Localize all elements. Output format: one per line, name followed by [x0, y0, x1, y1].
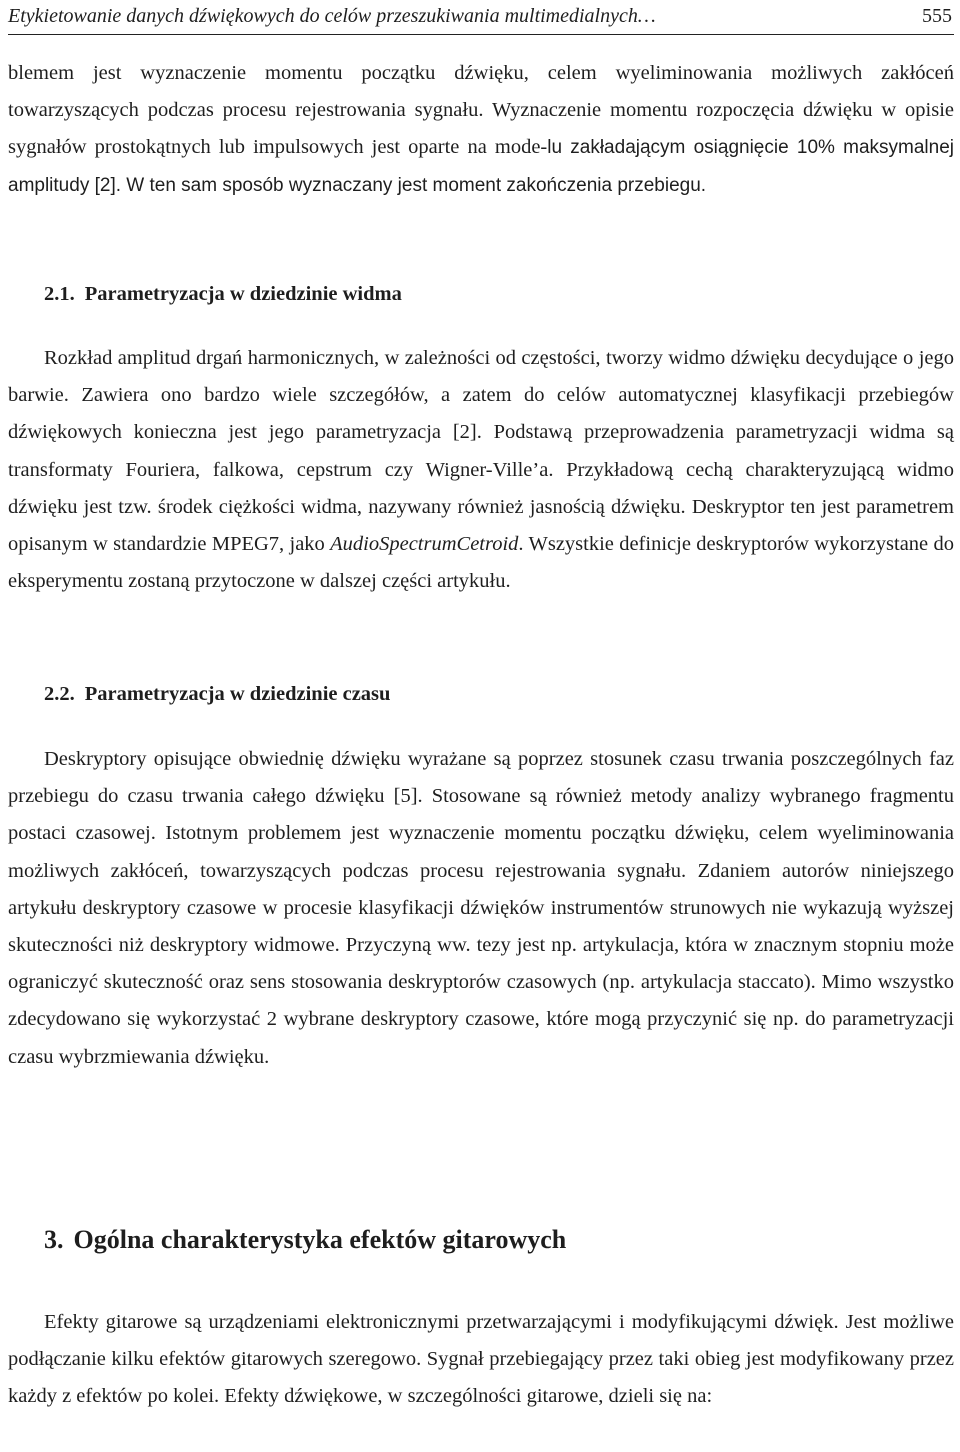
section-title: Parametryzacja w dziedzinie widma: [84, 283, 402, 305]
section-title: Ogólna charakterystyka efektów gitarowych: [73, 1225, 567, 1254]
paragraph-guitar-effects: Efekty gitarowe są urządzeniami elektronicznymi przetwarzającymi i modyfikującymi dźwięk. Jest możliwe podłączanie kilku efektów gitarowych szeregowo. Sygnał przebiegający przez taki obieg jest modyfikowany przez każdy z efektów po kolei. Efekty dźwiękowe, w szczególności gitarowe, dzieli się na:: [8, 1311, 954, 1408]
section-number: 2.1.: [44, 283, 75, 305]
section-heading-2-2: [44, 683, 390, 706]
paragraph-text: Rozkład amplitud drgań harmonicznych, w zależności od częstości, tworzy widmo dźwięku decydujące o jego barwie. Zawiera ono bardzo wiele szczegółów, a zatem do celów automatycznej klasyfikacji przebiegów dźwiękowych konieczna jest jego parametryzacja [2]. Podstawą przeprowadzenia parametryzacji widma są transformaty Fouriera, falkowa, cepstrum czy Wigner-Ville’a. Przykładową cechą charakteryzującą widmo dźwięku jest tzw. środek ciężkości widma, nazywany również jasnością dźwięku. Deskryptor ten jest parametrem opisanym w standardzie MPEG7, jako: [8, 347, 954, 556]
paragraph-spectrum: [8, 340, 954, 600]
document-page: [8, 0, 954, 1408]
paragraph-continued: [8, 55, 954, 204]
section-title: Parametryzacja w dziedzinie czasu: [84, 683, 391, 705]
section-heading-3: [44, 1225, 566, 1255]
paragraph-text: . Wszystkie definicje deskryptorów wykorzystane do eksperymentu zostaną przytoczone w dalszej części artykułu.: [8, 533, 954, 593]
section-heading-2-1: [44, 283, 402, 306]
italic-term: AudioSpectrumCetroid: [330, 533, 519, 556]
page-number: 555: [922, 5, 952, 27]
section-number: 3.: [44, 1225, 64, 1254]
paragraph-time-domain: Deskryptory opisujące obwiednię dźwięku wyrażane są poprzez stosunek czasu trwania poszczególnych faz przebiegu do czasu trwania całego dźwięku [5]. Stosowane są również metody analizy wybranego fragmentu postaci czasowej. Istotnym problemem jest wyznaczenie momentu początku dźwięku, celem wyeliminowania możliwych zakłóceń, towarzyszących podczas procesu rejestrowania sygnału. Zdaniem autorów niniejszego artykułu deskryptory czasowe w procesie klasyfikacji dźwięków instrumentów strunowych nie wykazują wyższej skuteczności niż deskryptory widmowe. Przyczyną ww. tezy jest np. artykulacja, która w znacznym stopniu może ograniczyć skuteczność oraz sens stosowania deskryptorów czasowych (np. artykulacja staccato). Mimo wszystko zdecydowano się wykorzystać 2 wybrane deskryptory czasowe, które mogą przyczynić się np. do parametryzacji czasu wybrzmiewania dźwięku.: [8, 748, 954, 1068]
running-title: Etykietowanie danych dźwiękowych do celów przeszukiwania multimedialnych…: [8, 5, 656, 27]
paragraph-text: blemem jest wyznaczenie momentu początku dźwięku, celem wyeliminowania możliwych zakłóceń towarzyszących podczas procesu rejestrowania sygnału. Wyznaczenie momentu rozpoczęcia dźwięku w opisie sygnałów prostokątnych lub impulsowych jest oparte na mode-: [8, 62, 954, 159]
section-number: 2.2.: [44, 683, 75, 705]
running-header: [8, 0, 954, 35]
paragraph-text-sans: lu zakładającym osiągnięcie 10% maksymalnej amplitudy [2]. W ten sam sposób wyznaczany jest moment zakończenia przebiegu.: [8, 137, 954, 196]
